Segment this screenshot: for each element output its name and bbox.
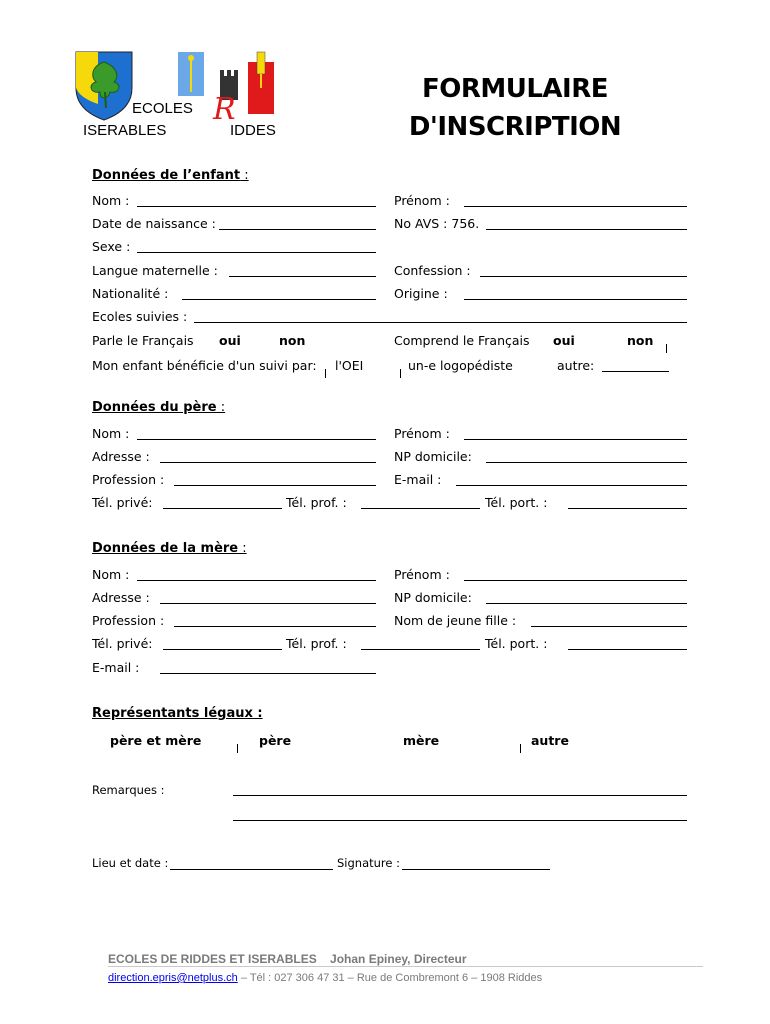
mother-tel-port-field[interactable] bbox=[568, 649, 687, 650]
page-title bbox=[390, 70, 640, 146]
father-tel-port-field[interactable] bbox=[568, 508, 687, 509]
child-prenom-label: Prénom : bbox=[394, 193, 450, 208]
child-section-heading bbox=[92, 168, 249, 183]
mother-jeune-fille-label: Nom de jeune fille : bbox=[394, 613, 517, 628]
child-origine-field[interactable] bbox=[464, 299, 687, 300]
father-tel-prof-field[interactable] bbox=[361, 508, 480, 509]
legal-opt-autre-checkbox[interactable] bbox=[520, 737, 522, 756]
footer-contact bbox=[108, 972, 542, 984]
child-nationalite-field[interactable] bbox=[182, 299, 376, 300]
child-nom-field[interactable] bbox=[137, 206, 376, 207]
mother-adresse-field[interactable] bbox=[160, 603, 376, 604]
child-dob-label: Date de naissance : bbox=[92, 216, 216, 231]
father-nom-field[interactable] bbox=[137, 439, 376, 440]
legal-section-heading: Représentants légaux : bbox=[92, 706, 263, 721]
mother-prenom-label: Prénom : bbox=[394, 567, 450, 582]
legal-opt-parents[interactable]: père et mère bbox=[110, 733, 202, 748]
child-logo-checkbox[interactable] bbox=[400, 362, 402, 381]
mother-profession-label: Profession : bbox=[92, 613, 165, 628]
child-oei-checkbox[interactable] bbox=[325, 362, 327, 381]
child-nom-label: Nom : bbox=[92, 193, 130, 208]
legal-opt-mere[interactable]: mère bbox=[403, 733, 440, 748]
child-suivi-label: Mon enfant bénéficie d'un suivi par: bbox=[92, 358, 317, 373]
child-parle-oui[interactable]: oui bbox=[219, 333, 241, 348]
footer-school-name: ECOLES DE RIDDES ET ISERABLES Johan Epiney, Directeur bbox=[108, 952, 467, 966]
father-heading-colon: : bbox=[216, 400, 226, 415]
mother-np-field[interactable] bbox=[486, 603, 687, 604]
father-prenom-label: Prénom : bbox=[394, 426, 450, 441]
logo-text-ecoles: ECOLES bbox=[132, 100, 193, 117]
father-tel-prof-label: Tél. prof. : bbox=[286, 495, 347, 510]
mother-email-label: E-mail : bbox=[92, 660, 140, 675]
child-parle-label: Parle le Français bbox=[92, 333, 194, 348]
child-avs-field[interactable] bbox=[486, 229, 687, 230]
child-ecoles-field[interactable] bbox=[194, 322, 687, 323]
child-sexe-label: Sexe : bbox=[92, 239, 131, 254]
father-np-field[interactable] bbox=[486, 462, 687, 463]
remarks-label: Remarques : bbox=[92, 783, 165, 797]
lieu-date-field[interactable] bbox=[170, 869, 333, 870]
father-email-field[interactable] bbox=[456, 485, 687, 486]
footer-email-link[interactable]: direction.epris@netplus.ch bbox=[108, 972, 238, 984]
father-np-label: NP domicile: bbox=[394, 449, 472, 464]
father-email-label: E-mail : bbox=[394, 472, 442, 487]
mother-jeune-fille-field[interactable] bbox=[531, 626, 687, 627]
footer-divider bbox=[108, 966, 703, 967]
mother-tel-port-label: Tél. port. : bbox=[485, 636, 548, 651]
title-line-2: D'INSCRIPTION bbox=[408, 112, 622, 142]
logo-text-iserables: ISERABLES bbox=[83, 122, 167, 139]
child-sexe-field[interactable] bbox=[137, 252, 376, 253]
father-adresse-label: Adresse : bbox=[92, 449, 150, 464]
mother-prenom-field[interactable] bbox=[464, 580, 687, 581]
child-comprend-oui[interactable]: oui bbox=[553, 333, 575, 348]
remarks-line-1[interactable] bbox=[233, 795, 687, 796]
father-prenom-field[interactable] bbox=[464, 439, 687, 440]
child-logo-label: un-e logopédiste bbox=[408, 358, 513, 373]
child-comprend-non[interactable]: non bbox=[627, 333, 654, 348]
father-tel-port-label: Tél. port. : bbox=[485, 495, 548, 510]
father-heading-text: Données du père bbox=[92, 400, 217, 415]
signature-label: Signature : bbox=[337, 856, 401, 870]
child-autre-field[interactable] bbox=[602, 371, 669, 372]
footer-contact-details: – Tél : 027 306 47 31 – Rue de Combremont 6 – 1908 Riddes bbox=[237, 972, 543, 984]
father-section-heading bbox=[92, 400, 225, 415]
logo-text-iddes: IDDES bbox=[230, 122, 276, 139]
mother-tel-prof-field[interactable] bbox=[361, 649, 480, 650]
child-avs-label: No AVS : 756. bbox=[394, 216, 480, 231]
mother-nom-field[interactable] bbox=[137, 580, 376, 581]
mother-np-label: NP domicile: bbox=[394, 590, 472, 605]
child-nationalite-label: Nationalité : bbox=[92, 286, 169, 301]
child-autre-label: autre: bbox=[557, 358, 595, 373]
child-ecoles-label: Ecoles suivies : bbox=[92, 309, 188, 324]
child-comprend-non-checkbox[interactable] bbox=[666, 337, 668, 356]
mother-heading-colon: : bbox=[238, 541, 247, 556]
signature-field[interactable] bbox=[402, 869, 550, 870]
father-tel-prive-field[interactable] bbox=[163, 508, 282, 509]
father-profession-label: Profession : bbox=[92, 472, 165, 487]
child-heading-colon: : bbox=[240, 168, 249, 183]
child-confession-field[interactable] bbox=[480, 276, 687, 277]
child-confession-label: Confession : bbox=[394, 263, 471, 278]
title-line-1: FORMULAIRE bbox=[421, 74, 608, 104]
father-adresse-field[interactable] bbox=[160, 462, 376, 463]
mother-section-heading bbox=[92, 541, 247, 556]
child-oei-label: l'OEI bbox=[335, 358, 364, 373]
mother-profession-field[interactable] bbox=[174, 626, 376, 627]
legal-opt-pere-checkbox[interactable] bbox=[237, 737, 239, 756]
remarks-line-2[interactable] bbox=[233, 820, 687, 821]
child-prenom-field[interactable] bbox=[464, 206, 687, 207]
mother-tel-prive-label: Tél. privé: bbox=[92, 636, 153, 651]
child-origine-label: Origine : bbox=[394, 286, 448, 301]
father-nom-label: Nom : bbox=[92, 426, 130, 441]
child-dob-field[interactable] bbox=[219, 229, 376, 230]
lieu-date-label: Lieu et date : bbox=[92, 856, 169, 870]
child-parle-non[interactable]: non bbox=[279, 333, 306, 348]
school-logo bbox=[70, 48, 300, 148]
child-heading-text: Données de l’enfant bbox=[92, 168, 241, 183]
child-comprend-label: Comprend le Français bbox=[394, 333, 530, 348]
father-profession-field[interactable] bbox=[174, 485, 376, 486]
mother-heading-text: Données de la mère bbox=[92, 541, 239, 556]
mother-nom-label: Nom : bbox=[92, 567, 130, 582]
child-langue-label: Langue maternelle : bbox=[92, 263, 218, 278]
mother-tel-prof-label: Tél. prof. : bbox=[286, 636, 347, 651]
child-langue-field[interactable] bbox=[229, 276, 376, 277]
legal-opt-autre[interactable]: autre bbox=[531, 733, 569, 748]
legal-opt-pere[interactable]: père bbox=[259, 733, 292, 748]
logo-text-r: R bbox=[213, 92, 236, 127]
mother-email-field[interactable] bbox=[160, 673, 376, 674]
mother-tel-prive-field[interactable] bbox=[163, 649, 282, 650]
father-tel-prive-label: Tél. privé: bbox=[92, 495, 153, 510]
mother-adresse-label: Adresse : bbox=[92, 590, 150, 605]
